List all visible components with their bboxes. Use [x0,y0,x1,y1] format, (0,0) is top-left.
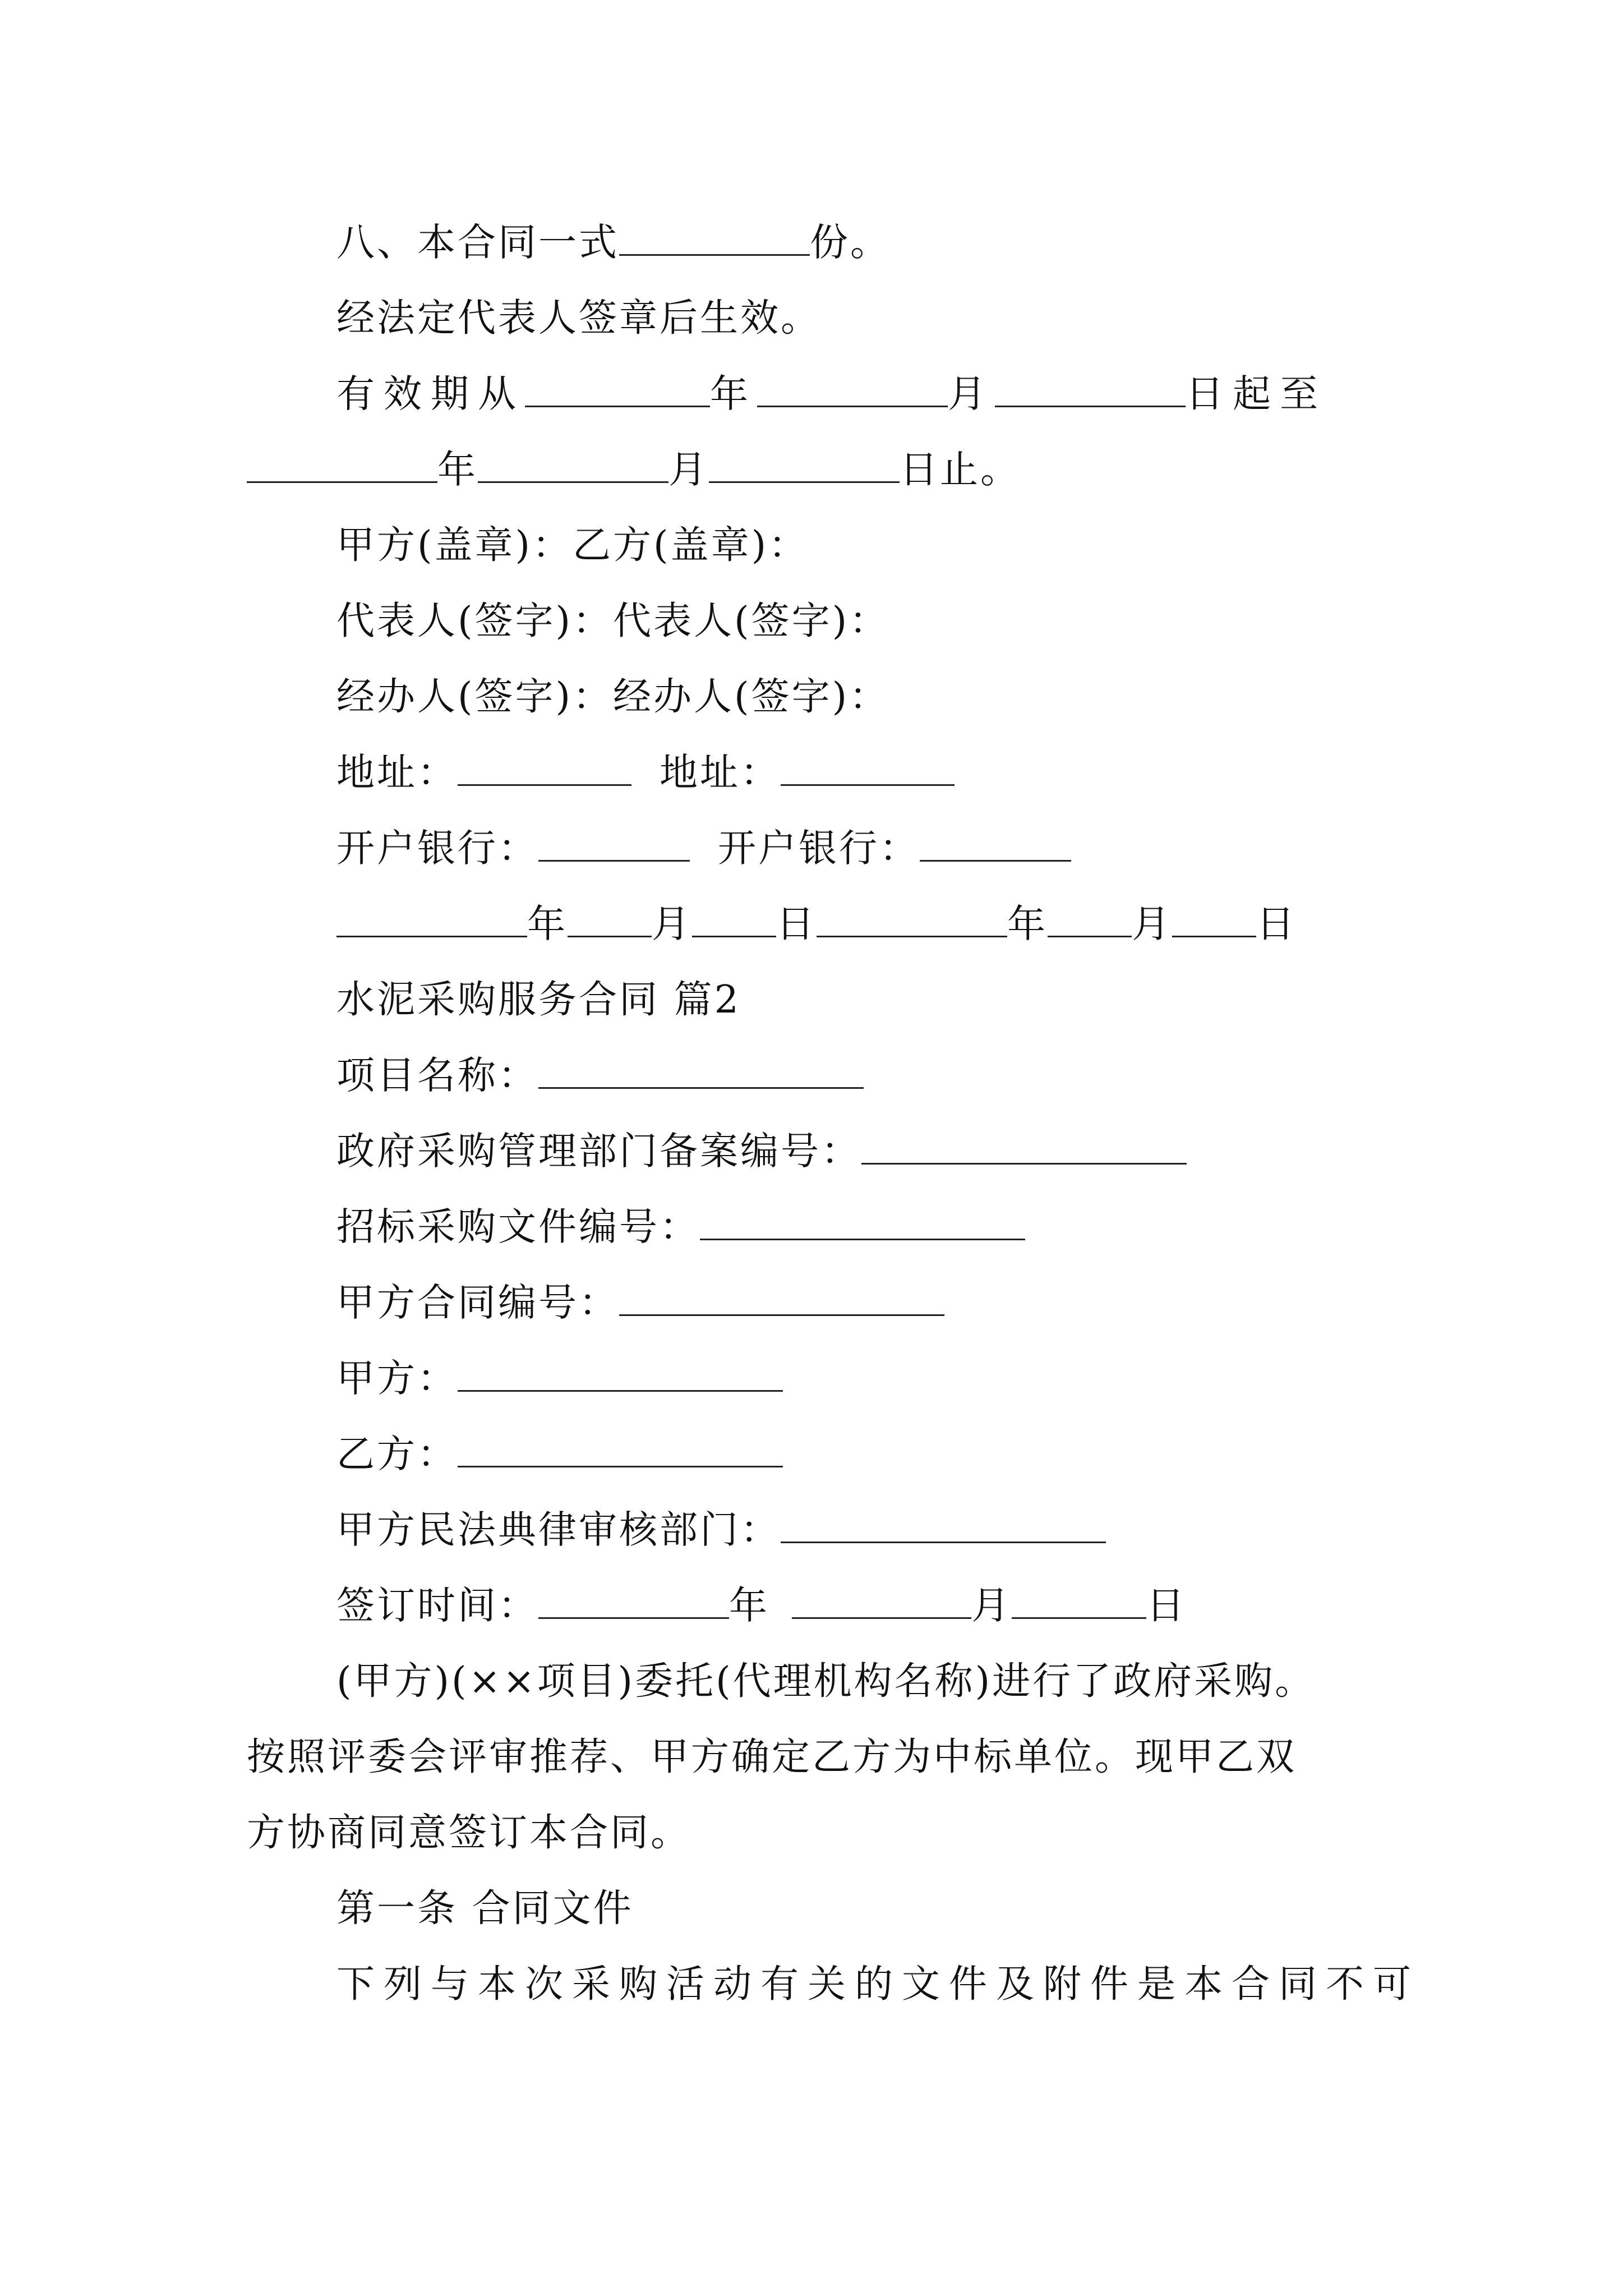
party-a-label: 甲方： [336,1356,458,1401]
filing-number-line [336,1126,1187,1177]
start-year-blank[interactable] [525,369,710,407]
month-label: 月 [668,448,709,493]
party-b-label: 乙方： [336,1432,458,1477]
bank-label-a: 开户银行： [336,826,539,871]
date-month-blank-a[interactable] [568,899,652,937]
filing-number-blank[interactable] [861,1126,1187,1165]
bank-blank-a[interactable] [538,823,690,862]
copies-unit: 份。 [810,220,891,265]
signing-time-line [336,1581,1187,1632]
copies-blank[interactable] [619,218,810,256]
end-month-blank[interactable] [478,445,668,483]
filing-number-label: 政府采购管理部门备案编号： [336,1129,862,1174]
start-month-blank[interactable] [757,369,948,407]
copies-clause [336,218,891,269]
bank-blank-b[interactable] [920,823,1071,862]
effective-clause: 经法定代表人签章后生效。 [336,296,822,341]
sign-date-line [336,899,1297,950]
address-blank-b[interactable] [781,748,955,786]
bank-label-b: 开户银行： [718,826,920,871]
month-label: 月 [1132,902,1173,947]
end-year-blank[interactable] [247,445,437,483]
copies-text: 八、本合同一式 [336,220,620,265]
signing-year-blank[interactable] [538,1581,729,1619]
project-name-label: 项目名称： [336,1053,539,1098]
contract-number-blank[interactable] [619,1278,944,1316]
tender-number-label: 招标采购文件编号： [336,1205,700,1250]
body-paragraph-line: 方协商同意签订本合同。 [247,1811,691,1855]
date-year-blank-b[interactable] [817,899,1007,937]
validity-period-line [336,369,1327,420]
body-paragraph-line: (甲方)(××项目)委托(代理机构名称)进行了政府采购。 [336,1659,1316,1704]
validity-label: 有效期从 [336,372,525,417]
year-label: 年 [527,902,568,947]
tender-number-line [336,1202,1025,1253]
day-label: 日 [1256,902,1297,947]
signing-time-label: 签订时间： [336,1584,539,1628]
representative-line: 代表人(签字)：代表人(签字)： [336,599,890,643]
handler-line: 经办人(签字)：经办人(签字)： [336,675,890,719]
date-day-blank-b[interactable] [1172,899,1256,937]
date-day-blank-a[interactable] [692,899,776,937]
day-label: 日 [1146,1584,1187,1628]
section-heading: 水泥采购服务合同 篇2 [336,978,741,1022]
signing-day-blank[interactable] [1012,1581,1146,1619]
month-label: 月 [652,902,693,947]
legal-review-line [336,1505,1106,1556]
legal-review-blank[interactable] [781,1505,1106,1543]
day-label: 日 [776,902,817,947]
party-a-blank[interactable] [458,1354,783,1392]
party-b-blank[interactable] [458,1429,783,1467]
address-label-b: 地址： [660,751,781,795]
party-b-line [336,1429,783,1480]
start-day-blank[interactable] [995,369,1186,407]
day-label: 日起至 [1186,372,1327,417]
address-label-a: 地址： [336,751,458,795]
body-paragraph-line: 按照评委会评审推荐、甲方确定乙方为中标单位。现甲乙双 [247,1735,1297,1779]
address-blank-a[interactable] [458,748,631,786]
address-line [336,748,955,799]
year-label: 年 [1007,902,1048,947]
bank-line [336,823,1071,875]
end-day-blank[interactable] [709,445,900,483]
project-name-blank[interactable] [538,1051,864,1089]
year-label: 年 [437,448,478,493]
legal-review-label: 甲方民法典律审核部门： [336,1508,781,1553]
party-a-line [336,1354,783,1405]
validity-end-line [247,445,1021,496]
contract-number-label: 甲方合同编号： [336,1281,620,1326]
date-month-blank-b[interactable] [1048,899,1132,937]
date-year-blank-a[interactable] [336,899,527,937]
tender-number-blank[interactable] [700,1202,1025,1240]
article-heading: 第一条 合同文件 [336,1887,634,1931]
month-label: 月 [948,372,995,417]
contract-number-line [336,1278,944,1329]
month-label: 月 [971,1584,1012,1628]
year-label: 年 [729,1584,770,1628]
signing-month-blank[interactable] [792,1581,971,1619]
year-label: 年 [710,372,758,417]
body-paragraph-line: 下列与本次采购活动有关的文件及附件是本合同不可 [336,1962,1421,2007]
day-label: 日止。 [900,448,1021,493]
seal-line: 甲方(盖章)：乙方(盖章)： [336,523,809,568]
project-name-line [336,1051,864,1102]
